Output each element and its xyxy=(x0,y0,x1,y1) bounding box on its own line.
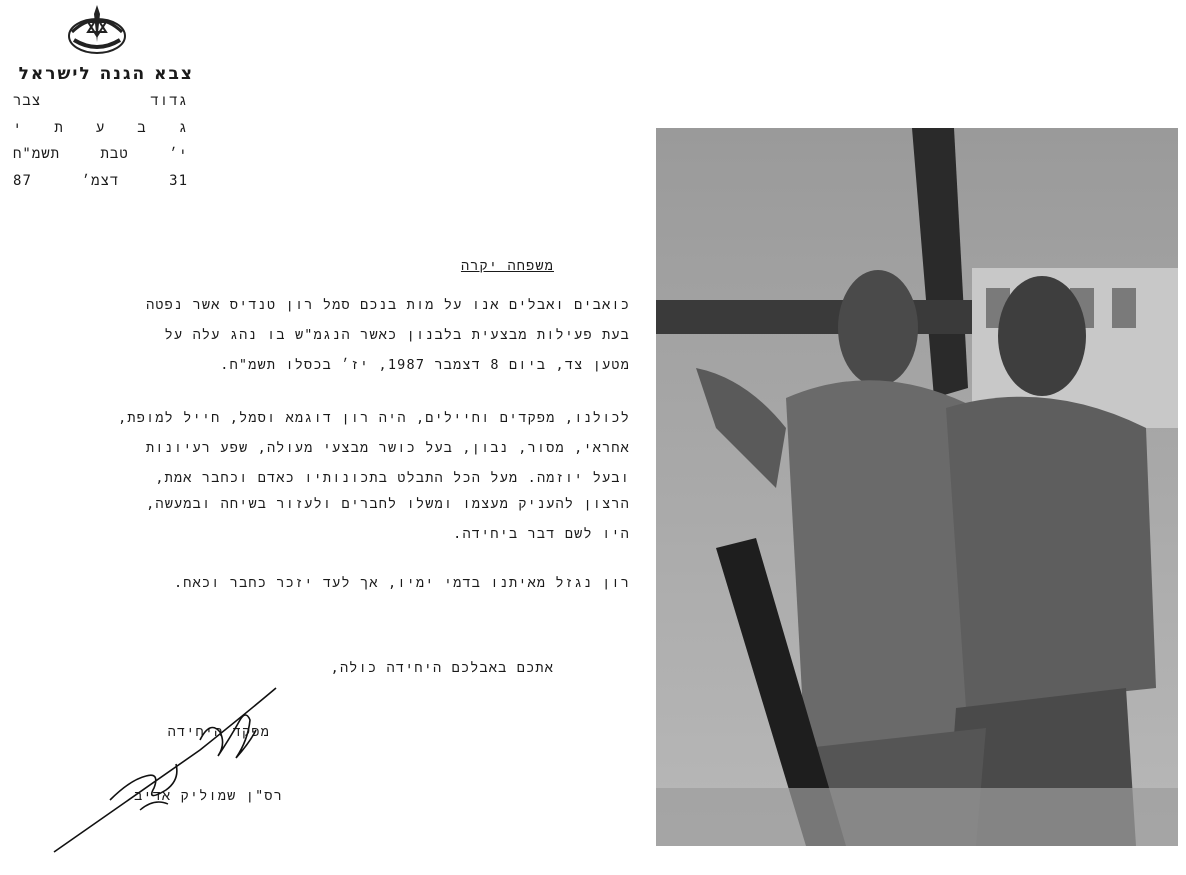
letterhead-unit-name: צבר xyxy=(13,93,42,109)
signature-role: מפקד היחידה xyxy=(167,724,270,740)
letterhead-letter: ת xyxy=(54,120,64,136)
gregorian-day: 31 xyxy=(169,173,188,189)
idf-emblem-icon xyxy=(66,2,128,56)
paragraph-line: ובעל יוזמה. מעל הכל התבלט בתכונותיו כאדם וכחבר אמת, xyxy=(155,470,630,486)
hebrew-year: תשמ"ח xyxy=(13,146,61,162)
paragraph-line: היו לשם דבר ביחידה. xyxy=(453,526,630,542)
hebrew-month: טבת xyxy=(100,146,129,162)
letterhead-hebrew-date xyxy=(13,146,188,163)
letterhead-letter: י xyxy=(13,120,23,136)
paragraph-line: לכולנו, מפקדים וחיילים, היה רון דוגמא וסמל, חייל למופת, xyxy=(118,410,630,426)
salutation: משפחה יקרה xyxy=(460,258,554,274)
signature-name: רס"ן שמוליק אדיב xyxy=(134,788,283,804)
paragraph-line: רון נגזל מאיתנו בדמי ימיו, אך לעד יזכר כחבר וכאח. xyxy=(173,575,630,591)
hebrew-day: י׳ xyxy=(169,146,188,162)
letterhead-gregorian-date xyxy=(13,173,188,190)
letterhead-letter: ג xyxy=(178,120,188,136)
gregorian-year: 87 xyxy=(13,173,32,189)
paragraph-line: הרצון להעניק מעצמו ומשלו לחברים ולעזור בשיחה ובמעשה, xyxy=(146,496,630,512)
soldiers-photo xyxy=(656,128,1178,846)
closing-line: אתכם באבלכם היחידה כולה, xyxy=(330,660,554,676)
letterhead-letter: ב xyxy=(137,120,147,136)
letterhead-title: צבא הגנה לישראל xyxy=(18,64,194,84)
paragraph-line: אחראי, מסור, נבון, בעל כושר מבצעי מעולה, שפע רעיונות xyxy=(146,440,630,456)
letterhead-letter: ע xyxy=(95,120,106,136)
letterhead-unit xyxy=(13,93,188,110)
paragraph-line: מטען צד, ביום 8 דצמבר 1987, יז׳ בכסלו תשמ"ח. xyxy=(220,357,630,373)
paragraph-line: כואבים ואבלים אנו על מות בנכם סמל רון טנדיס אשר נפטה xyxy=(146,297,630,313)
paragraph-line: בעת פעילות מבצעית בלבנון כאשר הנגמ"ש בו נהג עלה על xyxy=(164,327,630,343)
letterhead-battalion: גדוד xyxy=(150,93,188,109)
letterhead-brigade xyxy=(13,120,188,137)
gregorian-month: דצמ׳ xyxy=(81,173,120,189)
handwritten-signature xyxy=(50,680,290,860)
